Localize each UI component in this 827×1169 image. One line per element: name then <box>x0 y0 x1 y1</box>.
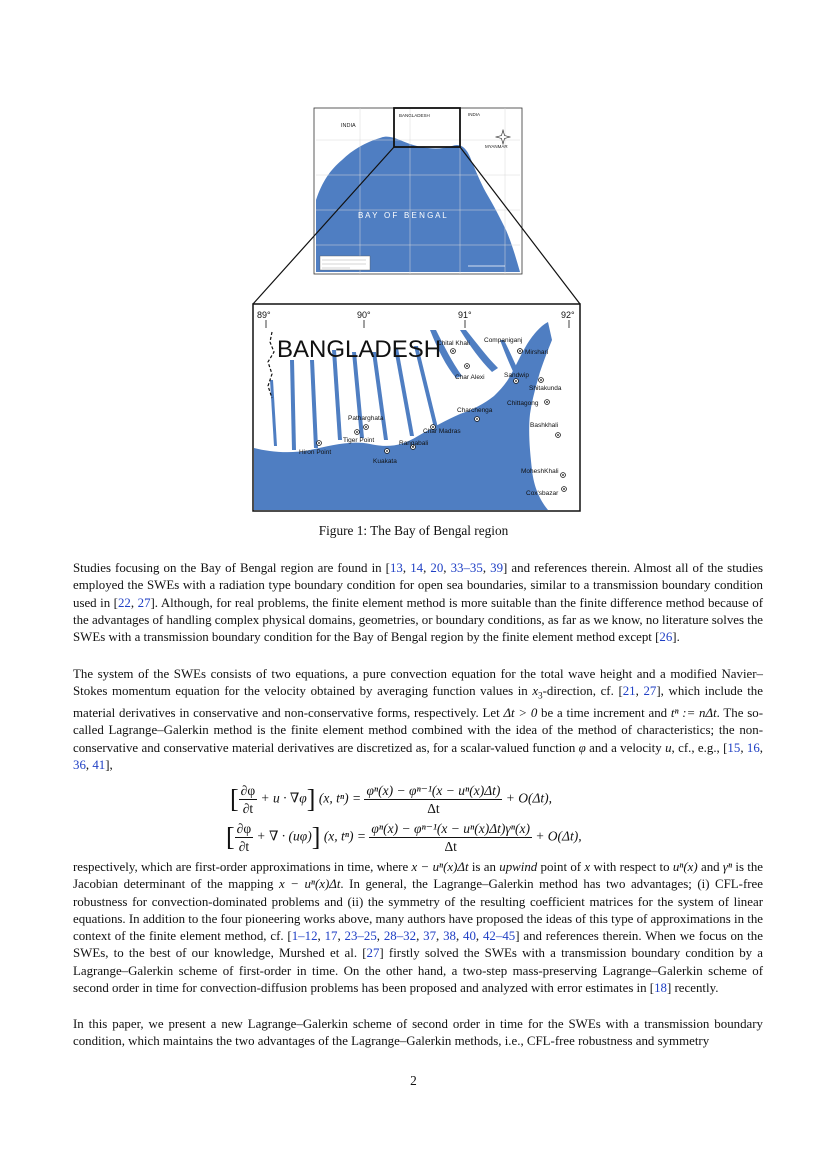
station-label: Bashkhali <box>530 422 559 429</box>
station-label: Tiger Point <box>343 437 375 444</box>
citation-link[interactable]: 13 <box>389 561 403 575</box>
station-label: Cox'sbazar <box>526 490 559 497</box>
detail-map <box>253 304 580 511</box>
station-label: Companiganj <box>484 337 523 344</box>
citation-link[interactable]: 27 <box>137 595 151 610</box>
station-label: Hiron Point <box>299 449 332 456</box>
station-label: MoheshKhali <box>521 468 559 475</box>
citation-link[interactable]: 16 <box>746 740 760 755</box>
citation-link[interactable]: 36 <box>73 758 86 773</box>
citation-link[interactable]: 39 <box>490 561 504 575</box>
overview-label-india-west: INDIA <box>341 123 356 129</box>
citation-link[interactable]: 15 <box>727 740 741 755</box>
paragraph-3: respectively, which are first-order approximations in time, where x − uⁿ(x)Δt is an upwind point of x with respect to uⁿ(x) and γⁿ is the Jacobian determinant of the mapping x − uⁿ(x)Δt. In general, the Lagrange–Galerkin method has two advantages; (i) CFL-free robustness for convection-dominated problems and (ii) the symmetry of the resulting coefficient matrices for the system of linear equations. In addition to the four pioneering works above, many authors have proposed the ideas of this type of approximations in the context of the finite element method, cf. [1–12, 17, 23–25, 28–32, 37, 38, 40, 42–45] and references therein. When we focus on the SWEs, to the best of our knowledge, Murshed et al. [27] firstly solved the SWEs with a transmission boundary condition by a Lagrange–Galerkin scheme of first-order in time. On the other hand, a two-step mass-preserving Lagrange–Galerkin scheme of second order in time for convection-diffusion problems has been proposed and analyzed with error estimates in [18] recently. <box>73 860 764 996</box>
citation-link[interactable]: 22 <box>117 595 131 610</box>
citation-link[interactable]: 21 <box>622 684 636 699</box>
citation-link[interactable]: 42–45 <box>482 929 516 944</box>
citation-link[interactable]: 1–12 <box>291 929 318 944</box>
overview-label-india-east: INDIA <box>468 112 481 117</box>
lon-label-90: 90° <box>357 310 371 320</box>
citation-link[interactable]: 33–35 <box>450 561 483 575</box>
paragraph-1: Studies focusing on the Bay of Bengal region are found in [13, 14, 20, 33–35, 39] and references therein. Almost all of the studies employed the SWEs with a radiation type boundary condition for open sea boundaries, similar to a transmission boundary condition used in [22, 27]. Although, for real problems, the finite element method is more suitable than the finite difference method because of the advantages of handling complex physical domains, geometries, or boundary conditions, as far as we know, no literature solves the SWEs with a transmission boundary condition for the Bay of Bengal region by the finite element method except [26]. <box>73 561 763 645</box>
citation-link[interactable]: 37 <box>423 929 437 944</box>
paragraph-4: In this paper, we present a new Lagrange–Galerkin scheme of second order in time for the SWEs with a transmission boundary condition, which maintains the two advantages of the Lagrange–Galerkin methods, i.e., CFL-free robustness and symmetry <box>73 1017 763 1049</box>
station-label: Char Alexi <box>455 374 485 381</box>
station-label: Rangabali <box>399 440 429 447</box>
station-label: Shitakunda <box>529 385 562 392</box>
citation-link[interactable]: 41 <box>92 758 106 773</box>
station-label: Chital Khali <box>437 340 470 347</box>
citation-link[interactable]: 26 <box>659 630 673 645</box>
station-label: Patharghata <box>348 415 384 422</box>
lon-label-89: 89° <box>257 310 271 320</box>
citation-link[interactable]: 18 <box>654 981 667 996</box>
citation-link[interactable]: 40 <box>463 929 476 944</box>
citation-link[interactable]: 27 <box>366 946 380 961</box>
detail-country-label: BANGLADESH <box>277 336 442 363</box>
paragraph-2: The system of the SWEs consists of two equations, a pure convection equation for the total wave height and a modified Navier–Stokes momentum equation for the velocity obtained by averaging function values in $x_3$-direction, cf. [21, 27], which include the material derivatives in conservative and non-conservative forms, respectively. Let Δt > 0 be a time increment and tⁿ := nΔt. The so-called Lagrange–Galerkin method is the finite element method combined with the idea of the method of characteristics; the non-conservative and conservative material derivatives are discretized as, for a scalar-valued function φ and a velocity u, cf., e.g., [15, 16, 36, 41], <box>73 667 764 773</box>
overview-label-bangladesh: BANGLADESH <box>399 113 430 118</box>
citation-link[interactable]: 27 <box>643 684 657 699</box>
station-label: Chittagong <box>507 400 539 407</box>
station-label: Mirshari <box>525 349 549 356</box>
station-label: Kuakata <box>373 458 397 465</box>
citation-link[interactable]: 20 <box>430 561 444 575</box>
lon-label-92: 92° <box>561 310 575 320</box>
lon-label-91: 91° <box>458 310 472 320</box>
station-label: Charchenga <box>457 407 493 414</box>
equation-1: [ $\frac{\partial\varphi}{\partial t}$ + u · ∇φ] (x, tⁿ) = $\frac{\text{φⁿ(x) − φⁿ⁻¹(x − uⁿ(x)Δt)}}{\Delta t}$ + O(Δt), <box>230 783 553 816</box>
equation-2: [ $\frac{\partial\varphi}{\partial t}$ + ∇ · (uφ)] (x, tⁿ) = $\frac{\text{φⁿ(x) − φⁿ⁻¹(x − uⁿ(x)Δt)γⁿ(x)}}{\Delta t}$ + O(Δt), <box>226 821 582 854</box>
overview-label-myanmar: MYANMAR <box>485 144 508 149</box>
citation-link[interactable]: 17 <box>324 929 338 944</box>
overview-map <box>314 108 522 274</box>
figure-caption: Figure 1: The Bay of Bengal region <box>318 523 509 538</box>
figure-bay-of-bengal <box>0 0 827 515</box>
station-label: Sandwip <box>504 372 529 379</box>
citation-link[interactable]: 14 <box>410 561 424 575</box>
overview-label-sea: B A Y O F B E N G A L <box>358 211 447 220</box>
citation-link[interactable]: 23–25 <box>344 929 377 944</box>
station-label: Char Madras <box>423 428 461 435</box>
page-number: 2 <box>410 1073 417 1088</box>
citation-link[interactable]: 38 <box>443 929 456 944</box>
citation-link[interactable]: 28–32 <box>383 929 417 944</box>
